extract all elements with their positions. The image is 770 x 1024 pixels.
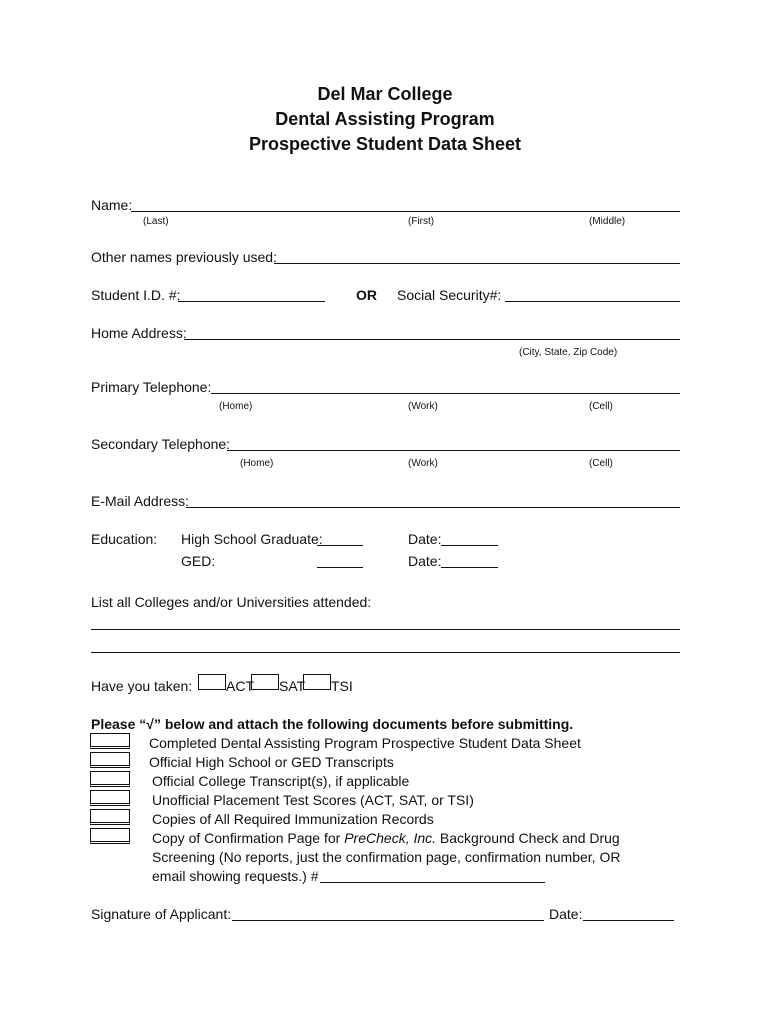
ged-field[interactable] — [317, 567, 363, 568]
email-label: E-Mail Address: — [91, 493, 190, 509]
checklist-item-6-post: Background Check and Drug — [436, 830, 620, 846]
signature-date-field[interactable] — [583, 920, 674, 921]
name-first-hint: (First) — [408, 216, 435, 227]
checklist-item-4: Unofficial Placement Test Scores (ACT, SAT, or TSI) — [152, 792, 474, 808]
colleges-line-1[interactable] — [91, 629, 680, 630]
checklist-item-6-pre: Copy of Confirmation Page for — [152, 830, 345, 846]
ssn-label: Social Security#: — [397, 287, 502, 303]
secondary-phone-work-hint: (Work) — [408, 458, 438, 469]
confirmation-number-field[interactable] — [320, 882, 545, 883]
other-names-label: Other names previously used: — [91, 249, 277, 265]
form-title-sheet: Prospective Student Data Sheet — [248, 134, 522, 154]
signature-field[interactable] — [232, 920, 544, 921]
home-address-field[interactable] — [184, 339, 680, 340]
ged-date-field[interactable] — [441, 567, 498, 568]
checklist-item-6-line3: email showing requests.) # — [152, 868, 319, 884]
name-field[interactable] — [131, 211, 680, 212]
secondary-phone-label: Secondary Telephone: — [91, 436, 231, 452]
ssn-field[interactable] — [505, 301, 680, 302]
secondary-phone-field[interactable] — [227, 450, 680, 451]
act-checkbox[interactable] — [198, 674, 226, 690]
checklist-item-6 — [152, 830, 620, 846]
other-names-field[interactable] — [274, 263, 680, 264]
ged-label: GED: — [181, 553, 216, 569]
secondary-phone-cell-hint: (Cell) — [589, 458, 613, 469]
email-field[interactable] — [186, 507, 680, 508]
student-id-label: Student I.D. #: — [91, 287, 181, 303]
checklist-item-3: Official College Transcript(s), if applicable — [152, 773, 410, 789]
secondary-phone-home-hint: (Home) — [240, 458, 274, 469]
act-label: ACT — [226, 678, 254, 694]
checklist-box-6[interactable] — [90, 828, 130, 844]
primary-phone-work-hint: (Work) — [408, 401, 438, 412]
home-address-hint: (City, State, Zip Code) — [519, 347, 618, 358]
checklist-box-3[interactable] — [90, 771, 130, 787]
primary-phone-cell-hint: (Cell) — [589, 401, 613, 412]
student-id-field[interactable] — [178, 301, 325, 302]
signature-label: Signature of Applicant: — [91, 906, 232, 922]
primary-phone-field[interactable] — [211, 393, 680, 394]
home-address-label: Home Address: — [91, 325, 187, 341]
tsi-checkbox[interactable] — [303, 674, 331, 690]
tsi-label: TSI — [331, 678, 353, 694]
precheck-name: PreCheck, Inc. — [344, 830, 437, 846]
form-title-program: Dental Assisting Program — [275, 109, 495, 129]
name-label: Name: — [91, 197, 133, 213]
primary-phone-label: Primary Telephone: — [91, 379, 212, 395]
primary-phone-home-hint: (Home) — [219, 401, 253, 412]
colleges-line-2[interactable] — [91, 652, 680, 653]
checklist-item-6-line2: Screening (No reports, just the confirmation page, confirmation number, OR — [152, 849, 621, 865]
colleges-label: List all Colleges and/or Universities attended: — [91, 594, 372, 610]
checklist-heading: Please “√” below and attach the following documents before submitting. — [91, 716, 574, 732]
checklist-item-2: Official High School or GED Transcripts — [149, 754, 394, 770]
hs-date-field[interactable] — [441, 545, 498, 546]
form-title-college: Del Mar College — [317, 84, 453, 104]
hs-date-label: Date: — [408, 531, 442, 547]
checklist-box-5[interactable] — [90, 809, 130, 825]
hs-graduate-label: High School Graduate: — [181, 531, 323, 547]
checklist-box-1[interactable] — [90, 733, 130, 749]
checklist-item-1: Completed Dental Assisting Program Prospective Student Data Sheet — [149, 735, 581, 751]
checklist-item-5: Copies of All Required Immunization Records — [152, 811, 434, 827]
sat-checkbox[interactable] — [251, 674, 279, 690]
education-label: Education: — [91, 531, 158, 547]
hs-graduate-field[interactable] — [317, 545, 363, 546]
tests-label: Have you taken: — [91, 678, 193, 694]
name-middle-hint: (Middle) — [589, 216, 626, 227]
name-last-hint: (Last) — [143, 216, 169, 227]
signature-date-label: Date: — [549, 906, 583, 922]
or-label: OR — [356, 287, 377, 303]
sat-label: SAT — [279, 678, 306, 694]
checklist-box-4[interactable] — [90, 790, 130, 806]
ged-date-label: Date: — [408, 553, 442, 569]
checklist-box-2[interactable] — [90, 752, 130, 768]
